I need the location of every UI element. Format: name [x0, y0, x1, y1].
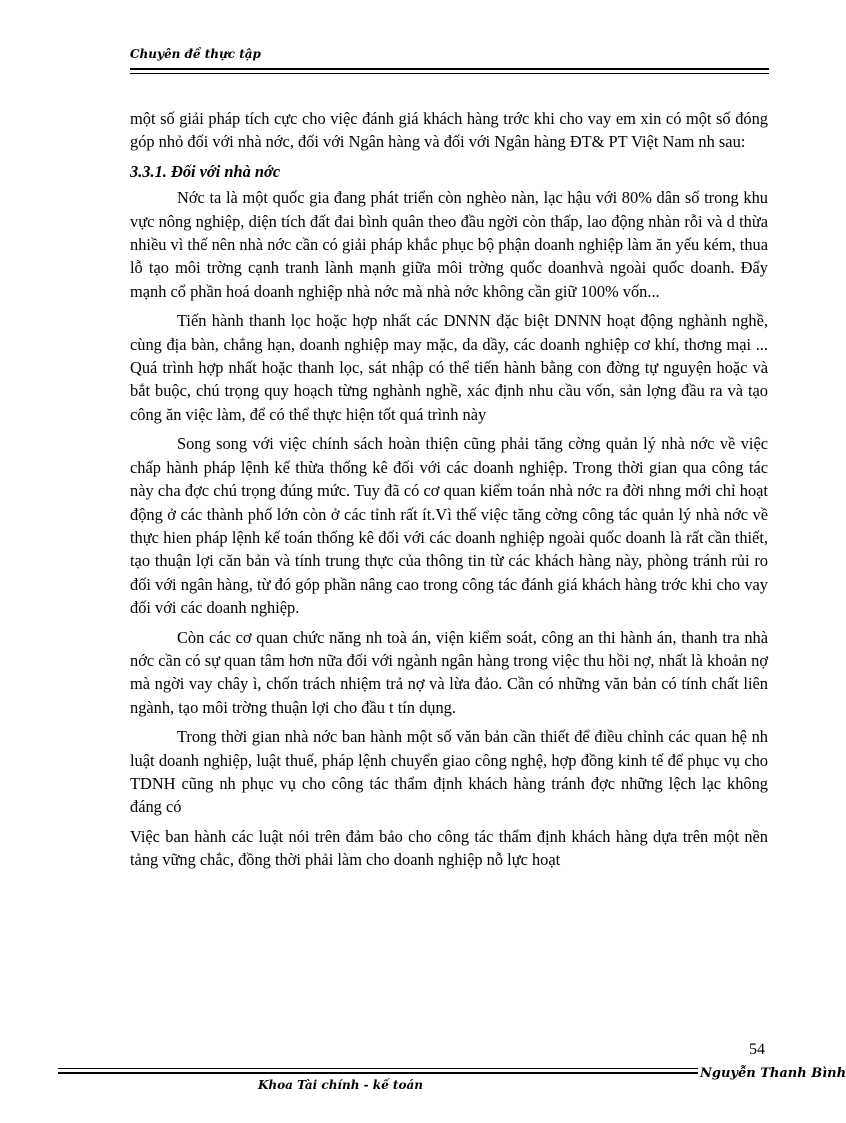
- header-title: Chuyên đề thực tập: [130, 47, 261, 61]
- paragraph-2: Tiến hành thanh lọc hoặc hợp nhất các DNNN đặc biệt DNNN hoạt động nghành nghề, cùng địa bàn, chẳng hạn, doanh nghiệp may mặc, da dầy, các doanh nghiệp cơ khí, thơng mại ... Quá trình hợp nhất hoặc thanh lọc, sát nhập có thể tiến hành bằng con đờng tự nguyện hoặc và bắt buộc, chú trọng quy hoạch từng nghành nghề, xác định nhu cầu vốn, sản lợng đầu ra và tạo công ăn việc làm, để có thể thực hiện tốt quá trình này: [130, 311, 768, 424]
- footer-rule-top: [58, 1068, 698, 1069]
- paragraph-1: Nớc ta là một quốc gia đang phát triển còn nghèo nàn, lạc hậu với 80% dân số trong khu vực nông nghiệp, diện tích đất đai bình quân theo đầu ngời còn thấp, lao động nhàn rỗi và d thừa nhiều vì thế nên nhà nớc cần có giải pháp khắc phục bộ phận doanh nghiệp làm ăn yếu kém, thua lỗ tạo môi trờng cạnh tranh lành mạnh giữa môi trờng quốc doanhvà ngoài quốc doanh. Đẩy mạnh cổ phần hoá doanh nghiệp nhà nớc mà nhà nớc không cần giữ 100% vốn...: [130, 188, 768, 301]
- paragraph-3: Song song với việc chính sách hoàn thiện cũng phải tăng cờng quản lý nhà nớc về việc chấp hành pháp lệnh kế thừa thống kê đối với các doanh nghiệp. Trong thời gian qua công tác này cha đợc chú trọng đúng mức. Tuy đã có cơ quan kiểm toán nhà nớc ra đời nhng mới chỉ hoạt động ở các thành phố lớn còn ở các tỉnh rất ít.Vì thế việc tăng cờng công tác quản lý nhà nớc về thực hien pháp lệnh kế toán thống kê đối với các doanh nghiệp ngoài quốc doanh là rất cần thiết, tạo thuận lợi căn bản và tính trung thực của thông tin từ các khách hàng này, phòng tránh rủi ro đối với ngân hàng, từ đó góp phần nâng cao trong công tác đánh giá khách hàng trớc khi cho vay đối với các doanh nghiệp.: [130, 434, 768, 618]
- paragraph-6: Việc ban hành các luật nói trên đảm bảo cho công tác thẩm định khách hàng dựa trên một nền tảng vững chắc, đồng thời phải làm cho doanh nghiệp nỗ lực hoạt: [130, 826, 768, 870]
- footer-department: Khoa Tài chính - kế toán: [258, 1078, 423, 1092]
- footer-author: Nguyễn Thanh Bình: [700, 1066, 846, 1081]
- paragraph-5: Trong thời gian nhà nớc ban hành một số văn bản cần thiết để điều chỉnh các quan hệ nh luật doanh nghiệp, luật thuế, pháp lệnh chuyển giao công nghệ, hợp đồng kinh tế để phục vụ cho TDNH cũng nh phục vụ cho công tác thẩm định khách hàng tránh đợc những lệch lạc không đáng có: [130, 727, 768, 817]
- intro-paragraph: một số giải pháp tích cực cho việc đánh giá khách hàng trớc khi cho vay em xin có một số đóng góp nhỏ đối với nhà nớc, đối với Ngân hàng và đối với Ngân hàng ĐT& PT Việt Nam nh sau:: [130, 109, 768, 152]
- header-rule-top: [130, 68, 769, 70]
- header-rule-bottom: [130, 73, 769, 74]
- footer-rule-bottom: [58, 1072, 698, 1074]
- section-heading: 3.3.1. Đối với nhà nớc: [130, 161, 281, 181]
- page-number: 54: [749, 1041, 765, 1058]
- body-text: [130, 107, 768, 878]
- paragraph-4: Còn các cơ quan chức năng nh toà án, viện kiểm soát, công an thi hành án, thanh tra nhà nớc cần có sự quan tâm hơn nữa đối với ngành ngân hàng trong việc thu hồi nợ, nhất là khoản nợ mà ngời vay chây ì, chốn trách nhiệm trả nợ và lừa đảo. Cần có những văn bản có tính chất liên ngành, tạo môi trờng thuận lợi cho đầu t tín dụng.: [130, 627, 768, 717]
